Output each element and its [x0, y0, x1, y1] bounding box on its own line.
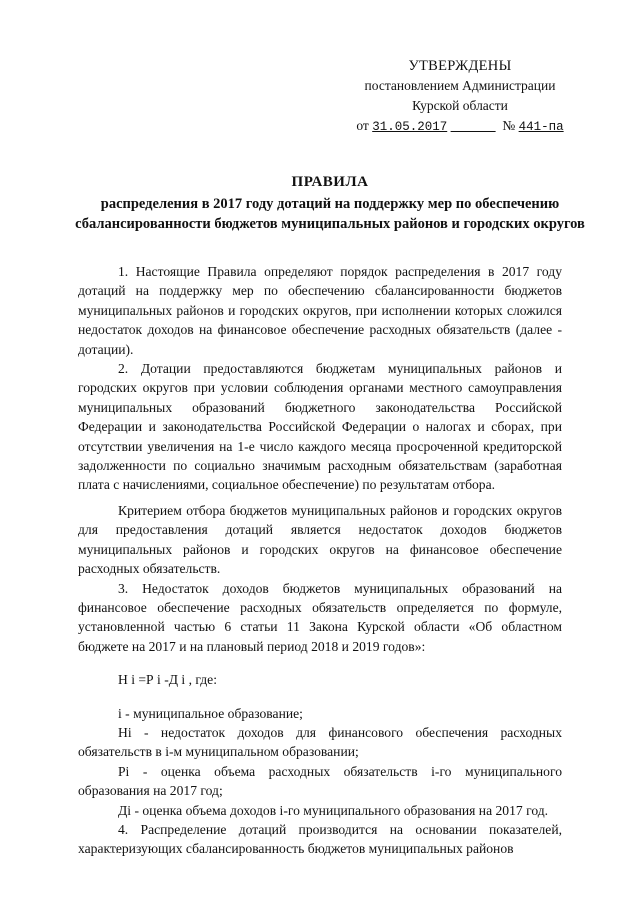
definition-d: Дi - оценка объема доходов i-го муниципального образования на 2017 год.	[118, 802, 549, 818]
paragraph-3: Критерием отбора бюджетов муниципальных районов и городских округов для предоставления дотаций является недостаток доходов бюджетов муниципальных районов и городских округов на финансовое обеспечение расходных обязательств.	[78, 502, 562, 577]
title-heading: ПРАВИЛА	[291, 174, 369, 190]
paragraph-5: 4. Распределение дотаций производится на основании показателей, характеризующих сбалансированность бюджетов муниципальных районов	[78, 821, 562, 857]
paragraph-4: 3. Недостаток доходов бюджетов муниципальных образований на финансовое обеспечение расходных обязательств определяется по формуле, установленной частью 6 статьи 11 Закона Курской области «Об областном бюджете на 2017 и на плановый период 2018 и 2019 годов»:	[78, 580, 562, 654]
paragraph-2: 2. Дотации предоставляются бюджетам муниципальных районов и городских округов при условии соблюдения органами местного самоуправления муниципальных образований бюджетного законодательства Российской Федерации и законодательства Российской Федерации о налогах и сборах, при отсутствии увеличения на 1-е число каждого месяца просроченной кредиторской задолженности по социально значимым расходным обязательствам (заработная плата с начислениями, социальное обеспечение) по результатам отбора.	[78, 361, 562, 493]
document-body	[78, 262, 562, 859]
paragraph-1: 1. Настоящие Правила определяют порядок распределения в 2017 году дотаций на поддержку мер по обеспечению сбалансированности бюджетов муниципальных районов и городских округов, при исполнении которых сложился недостаток доходов на финансовое обеспечение расходных обязательств (далее - дотации).	[78, 264, 562, 357]
definition-p: Рi - оценка объема расходных обязательств i-го муниципального образования на 2017 год;	[78, 763, 562, 799]
definition-h: Нi - недостаток доходов для финансового обеспечения расходных обязательств в i-м муниципальном образовании;	[78, 724, 562, 760]
date-value: 31.05.2017	[372, 120, 448, 134]
title-subtitle: распределения в 2017 году дотаций на поддержку мер по обеспечению сбалансированности бюджетов муниципальных районов и городских округов	[75, 196, 585, 232]
formula: Н i =Р i -Д i , где:	[118, 672, 217, 688]
approval-line-2: Курской области	[412, 98, 508, 113]
number-value: 441-па	[518, 120, 564, 134]
approval-heading: УТВЕРЖДЕНЫ	[408, 58, 512, 74]
approval-stamp	[330, 56, 590, 137]
date-underline	[451, 120, 496, 134]
scan-artifact	[95, 852, 125, 853]
date-prefix: от	[356, 118, 369, 133]
document-title	[70, 172, 590, 234]
definition-i: i - муниципальное образование;	[118, 705, 303, 721]
approval-line-1: постановлением Администрации	[364, 78, 556, 93]
number-prefix: №	[502, 118, 516, 133]
approval-date-line	[330, 116, 590, 137]
